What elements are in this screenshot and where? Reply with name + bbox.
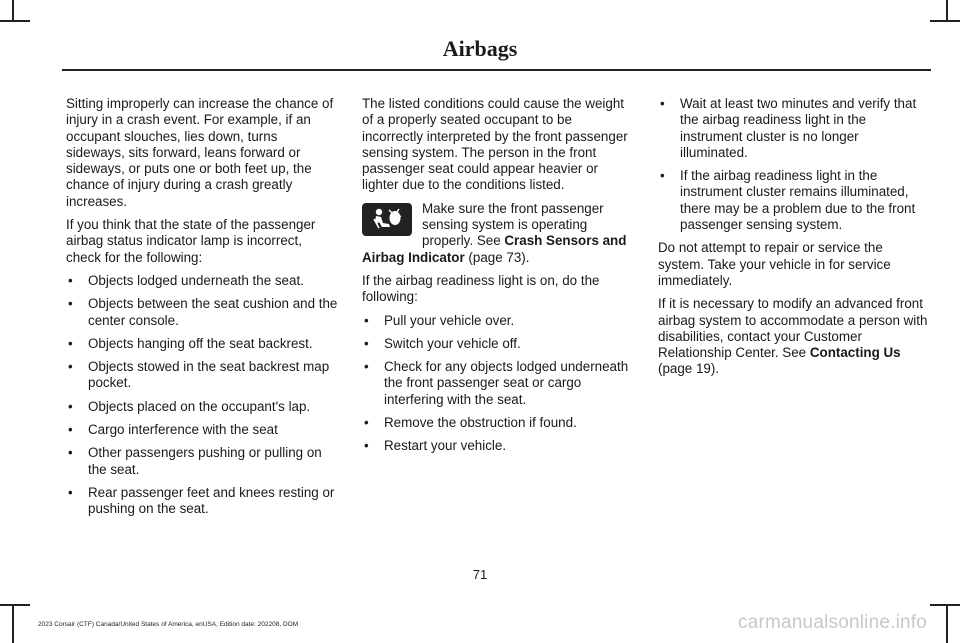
list-item: • Switch your vehicle off. bbox=[362, 336, 634, 352]
list-item: • Check for any objects lodged underneath the front passenger seat or cargo interfering with the seat. bbox=[362, 359, 634, 408]
list-item: • Remove the obstruction if found. bbox=[362, 415, 634, 431]
crash-sensors-link[interactable]: Crash Sensors and Airbag Indicator bbox=[362, 233, 627, 265]
paragraph: The listed conditions could cause the weight of a properly seated occupant to be incorrectly interpreted by the front passenger sensing system. The person in the front passenger seat could appear heavier or lighter due to the conditions listed. bbox=[362, 96, 628, 193]
column-2 bbox=[362, 96, 634, 462]
crop-mark bbox=[0, 604, 30, 606]
page-number: 71 bbox=[472, 567, 488, 582]
action-list bbox=[658, 96, 930, 233]
list-item: • Objects lodged underneath the seat. bbox=[66, 273, 338, 289]
edition-footer: 2023 Corsair (CTF) Canada/United States of America, enUSA, Edition date: 202208, DOM bbox=[38, 621, 299, 628]
list-item: • Restart your vehicle. bbox=[362, 438, 634, 454]
list-item: • Objects stowed in the seat backrest map pocket. bbox=[66, 359, 338, 392]
note-page-ref: (page 73). bbox=[464, 249, 530, 265]
list-item: • Objects between the seat cushion and the center console. bbox=[66, 296, 338, 329]
contacting-us-link[interactable]: Contacting Us bbox=[809, 345, 901, 361]
list-item: • Pull your vehicle over. bbox=[362, 313, 634, 329]
action-list bbox=[362, 313, 634, 455]
crop-mark bbox=[12, 604, 14, 643]
watermark: carmanualsonline.info bbox=[738, 612, 928, 633]
column-3 bbox=[658, 96, 930, 385]
paragraph: If the airbag readiness light is on, do the following: bbox=[362, 272, 600, 305]
crop-mark bbox=[930, 20, 960, 22]
paragraph: If you think that the state of the passenger airbag status indicator lamp is incorrect, check for the following: bbox=[66, 217, 316, 265]
column-1 bbox=[66, 96, 338, 525]
crop-mark bbox=[946, 0, 948, 20]
crop-mark bbox=[946, 604, 948, 643]
list-item: • Rear passenger feet and knees resting or pushing on the seat. bbox=[66, 485, 338, 518]
crop-mark bbox=[12, 0, 14, 20]
list-item: • Other passengers pushing or pulling on the seat. bbox=[66, 445, 338, 478]
header-divider bbox=[62, 69, 931, 71]
paragraph-page-ref: (page 19). bbox=[658, 361, 720, 377]
crop-mark bbox=[930, 604, 960, 606]
paragraph bbox=[658, 296, 930, 377]
list-item: • Wait at least two minutes and verify that the airbag readiness light in the instrument cluster is no longer illuminated. bbox=[658, 96, 930, 161]
note-text: Make sure the front passenger sensing system is operating properly. See bbox=[422, 200, 604, 249]
crop-mark bbox=[0, 20, 30, 22]
list-item: • Objects hanging off the seat backrest. bbox=[66, 336, 338, 352]
list-item: • If the airbag readiness light in the instrument cluster remains illuminated, there may be a problem due to the front passenger sensing system. bbox=[658, 168, 930, 233]
warning-note bbox=[362, 201, 634, 266]
paragraph: Do not attempt to repair or service the system. Take your vehicle in for service immediately. bbox=[658, 240, 891, 288]
list-item: • Objects placed on the occupant's lap. bbox=[66, 399, 338, 415]
paragraph: Sitting improperly can increase the chance of injury in a crash event. For example, if an occupant slouches, lies down, turns sideways, sits forward, leans forward or sideways, or puts one or both feet up, the chance of injury during a crash greatly increases. bbox=[66, 96, 334, 209]
paragraph-text: If it is necessary to modify an advanced front airbag system to accommodate a person with disabilities, contact your Customer Relationship Center. See bbox=[658, 296, 928, 361]
airbag-warning-icon bbox=[362, 203, 412, 236]
page-title: Airbags bbox=[442, 36, 518, 61]
list-item: • Cargo interference with the seat bbox=[66, 422, 338, 438]
checklist bbox=[66, 273, 338, 518]
